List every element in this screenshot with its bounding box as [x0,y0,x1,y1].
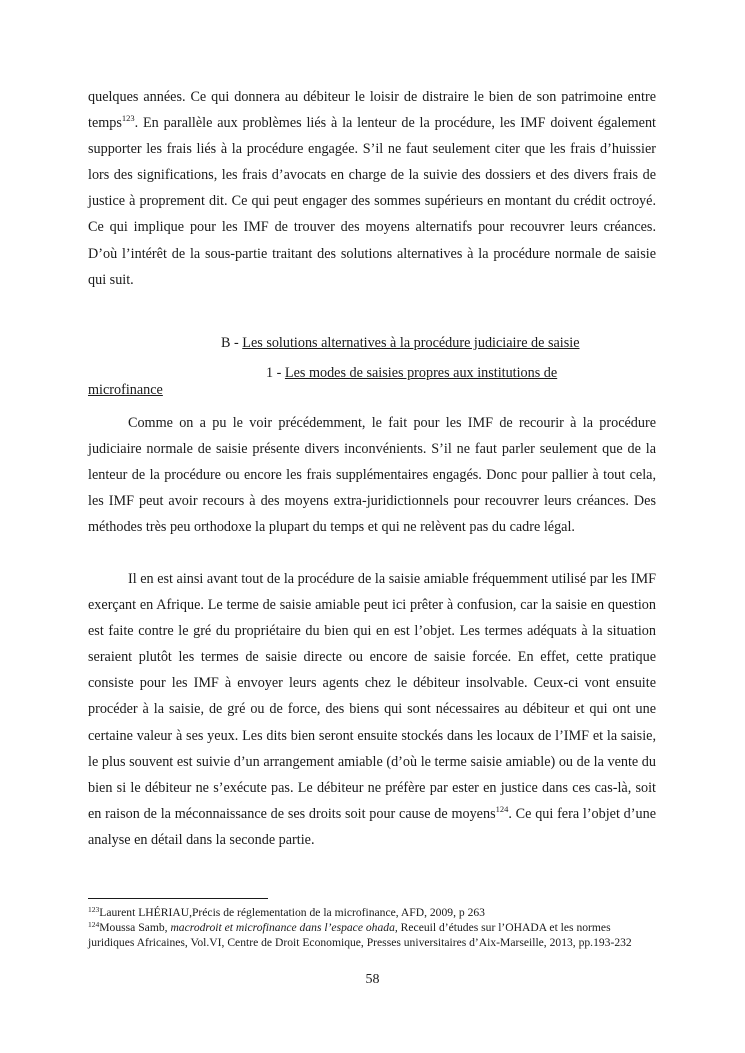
page-number: 58 [365,972,380,987]
footnote-number: 123 [88,905,100,914]
section-heading-title: Les solutions alternatives à la procédure judiciaire de saisie [242,335,580,351]
subsection-heading-title-continued: microfinance [88,382,163,398]
subsection-heading-continued [88,380,163,400]
paragraph-text: quelques années. Ce qui donnera au débiteur le loisir de distraire le bien de son patrimoine entre temps [88,89,656,132]
subsection-heading-title: Les modes de saisies propres aux institutions de [284,365,558,381]
paragraph-text: . Ce qui fera l’objet d’une analyse en détail dans la seconde partie. [88,805,656,848]
section-heading [221,333,580,353]
footnote-separator [88,898,268,899]
paragraph-text: Il en est ainsi avant tout de la procédure de la saisie amiable fréquemment utilisé par les IMF exerçant en Afrique. Le terme de saisie amiable peut ici prêter à confusion, car la saisie en question est faite contre le gré du propriétaire du bien qui en est l’objet. Les termes adéquats à la situation seraient plutôt les termes de saisie directe ou encore de saisie forcée. En effet, cette pratique consiste pour les IMF à envoyer leurs agents chez le débiteur insolvable. Ceux-ci vont ensuite procéder à la saisie, de gré ou de force, des biens qui sont nécessaires au débiteur et qui ont une certaine valeur à ses yeux. Les dits bien seront ensuite stockés dans les locaux de l’IMF et la saisie, le plus souvent est suivie d’un arrangement amiable (d’où le terme saisie amiable) ou de la vente du bien si le débiteur ne s’exécute pas. Le débiteur ne préfère par ester en justice dans ces cas-là, soit en raison de la méconnaissance de ses droits soit pour cause de moyens [88,571,656,822]
footnote-ref-124[interactable]: 124 [495,803,509,814]
footnote-124 [88,920,656,950]
footnote-text: Laurent LHÉRIAU,Précis de réglementation de la microfinance, AFD, 2009, p 263 [99,906,485,919]
paragraph-saisie-amiable [88,566,656,853]
footnote-text: Receuil d’études sur l’OHADA et les normes juridiques Africaines, Vol.VI, Centre de Droit Economique, Presses universitaires d’Aix-Marseille, 2013, pp.193-232 [88,921,632,949]
subsection-heading [266,363,557,383]
paragraph-intro: Comme on a pu le voir précédemment, le fait pour les IMF de recourir à la procédure judiciaire normale de saisie présente divers inconvénients. S’il ne faut parler seulement que de la lenteur de la procédure ou encore les frais supplémentaires engagés. Donc pour pallier à tout cela, les IMF peut avoir recours à des moyens extra-juridictionnels pour recouvrer leurs créances. Des méthodes très peu orthodoxe la plupart du temps et qui ne relèvent pas du cadre légal. [88,415,656,536]
footnote-title: macrodroit et microfinance dans l’espace ohada, [170,921,398,934]
footnote-123 [88,905,656,920]
footnote-ref-123[interactable]: 123 [121,113,135,124]
footnote-number: 124 [88,920,100,929]
paragraph-text: . En parallèle aux problèmes liés à la lenteur de la procédure, les IMF doivent également supporter les frais liés à la procédure engagée. S’il ne faut seulement citer que les frais d’huissier lors des significations, les frais d’avocats en charge de la suivie des dossiers et des divers frais de justice à proprement dit. Ce qui peut engager des sommes supérieurs en montant du crédit octroyé. Ce qui implique pour les IMF de trouver des moyens alternatifs pour recouvrer leurs créances. D’où l’intérêt de la sous-partie traitant des solutions alternatives à la procédure normale de saisie qui suit. [88,115,656,288]
footnote-author: Moussa Samb, [99,921,171,934]
subsection-heading-prefix: 1 - [266,365,285,381]
paragraph-continuation [88,84,656,293]
section-heading-prefix: B - [221,335,243,351]
